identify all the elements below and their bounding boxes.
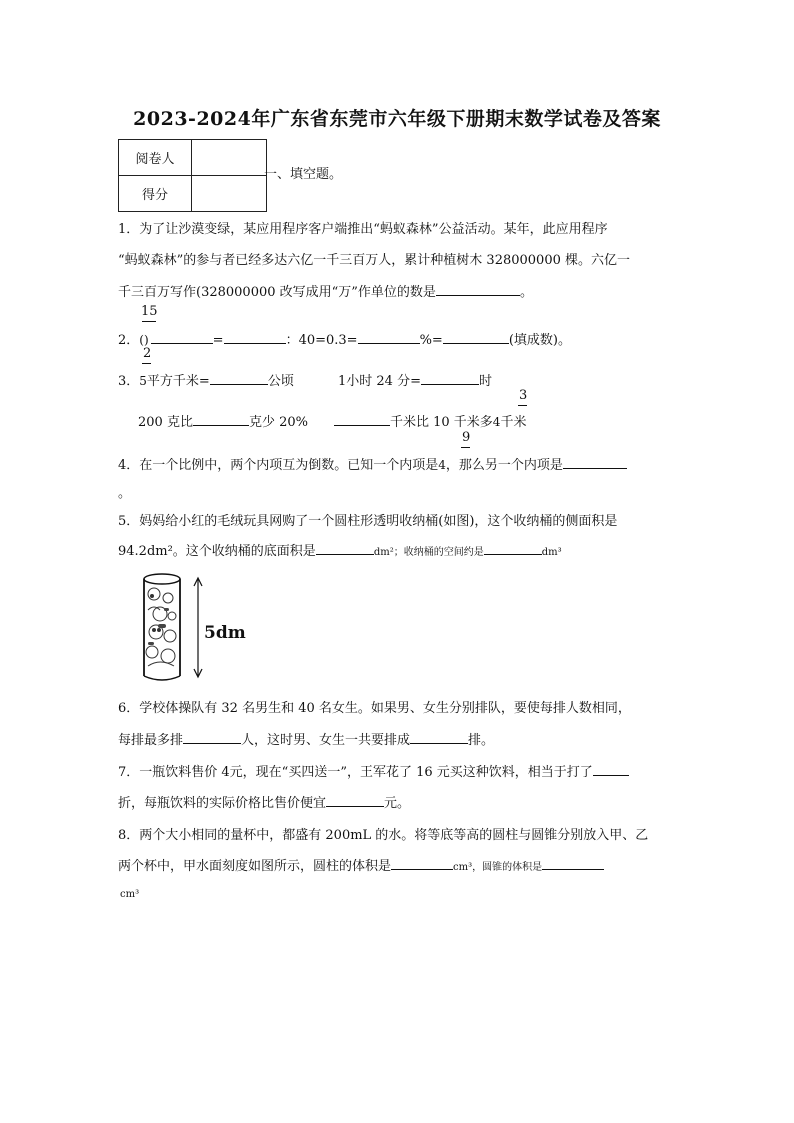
q5-line1: 5．妈妈给小红的毛绒玩具网购了一个圆柱形透明收纳桶(如图)，这个收纳桶的侧面积是 [118,514,618,529]
q4-blank[interactable] [563,456,627,469]
q2-frac-num: 15 [141,304,158,319]
q3-line2a: 200 克比 [138,415,193,430]
q3-frac2-den: 4 [492,415,501,429]
q8-line2a: 两个杯中，甲水面刻度如图所示，圆柱的体积是 [118,859,392,874]
q3-line2 [138,411,526,430]
score-label: 得分 [119,176,192,212]
reviewer-label: 阅卷人 [119,140,192,176]
q3-frac-bar [142,363,151,364]
q2-num-label: 2． [118,333,140,348]
q3-line1 [118,370,294,389]
cylinder-top [144,574,180,584]
q2-frac-bar [142,321,156,322]
q8-line1: 8．两个大小相同的量杯中，都盛有 200mL 的水。将等底等高的圆柱与圆锥分别放入甲、乙 [118,828,649,843]
q2-eq2: ：40=0.3= [285,333,358,348]
q4-frac-den: 4 [438,458,446,472]
q1-line3-text: 千三百万写作(328000000 改写成用“万”作单位的数是 [118,285,436,300]
q7-blank-2[interactable] [326,794,384,807]
cylinder-bottom [144,676,180,680]
q7-line1 [118,761,629,780]
q5-blank-2[interactable] [484,542,542,555]
q2-frac-den: () [139,333,149,347]
q6-line2a: 每排最多排 [118,733,184,748]
score-table [118,139,267,212]
q1-line1: 1．为了让沙漠变绿，某应用程序客户端推出“蚂蚁森林”公益活动。某年，此应用程序 [118,222,608,237]
q6-blank-2[interactable] [410,731,468,744]
q2-blank-3[interactable] [358,331,420,344]
q7-line2b: 元。 [384,796,411,811]
q5-line2b: dm²；收纳桶的空间约是 [373,547,484,558]
q3-blank-3[interactable] [193,413,249,426]
q3-line2d: 千米 [500,415,527,430]
q2-eq1: = [212,333,224,348]
q3-part3: 1小时 24 分= [338,374,421,389]
q6-blank-1[interactable] [183,731,241,744]
q5-line2 [118,540,562,559]
q3-blank-2[interactable] [421,372,479,385]
q3-part4: 时 [478,374,492,389]
q7-blank-1[interactable] [593,763,629,776]
q7-line2a: 折，每瓶饮料的实际价格比售价便宜 [118,796,327,811]
q3-frac-num: 2 [143,346,152,361]
q2-blank-4[interactable] [443,331,509,344]
q3-frac2-bar [518,405,527,406]
q3-frac2-num: 3 [519,388,528,403]
q3-line2b: 克少 20% [248,415,308,430]
q8-line2 [118,855,604,874]
cylinder-figure [138,572,248,684]
q5-line2c: dm³ [541,547,562,558]
q6-line2 [118,729,494,748]
q4-end: 。 [118,486,132,501]
q5-line2a: 94.2dm²。这个收纳桶的底面积是 [118,544,316,559]
q8-line2b: cm³，圆锥的体积是 [453,862,543,873]
q1-line3-end: 。 [519,285,533,300]
q8-blank-2[interactable] [542,857,604,870]
q3-num-label: 3． [118,374,140,389]
q4-text: 4．在一个比例中，两个内项互为倒数。已知一个内项是 [118,458,439,473]
q2-blank-1[interactable] [151,331,213,344]
q3-frac-den: 5 [139,374,147,388]
q2-blank-2[interactable] [224,331,286,344]
q5-blank-1[interactable] [316,542,374,555]
q7-line1-text: 7．一瓶饮料售价 4元，现在“买四送一”，王军花了 16 元买这种饮料，相当于打了 [118,765,593,780]
q8-blank-1[interactable] [391,857,453,870]
q2-pct: %= [419,333,443,348]
q2-tail: (填成数)。 [508,333,571,348]
q6-line1: 6．学校体操队有 32 名男生和 40 名女生。如果男、女生分别排队，要使每排人数相同， [118,701,631,716]
page-title: 2023-2024年广东省东莞市六年级下册期末数学试卷及答案 [133,108,661,130]
q8-unit: cm³ [120,889,140,900]
q6-line2c: 排。 [468,733,495,748]
q4-line [118,454,627,473]
q6-line2b: 人，这时男、女生一共要排成 [241,733,411,748]
q3-part1: 平方千米= [146,374,210,389]
q2-line [118,329,571,348]
q3-blank-4[interactable] [334,413,390,426]
q1-line3 [118,281,533,300]
q3-line1b [338,370,492,389]
q4-frac-num: 9 [462,430,471,445]
section-heading: 一、填空题。 [264,167,343,182]
height-label: 5dm [204,623,246,643]
q3-blank-1[interactable] [210,372,268,385]
score-cell[interactable] [192,176,267,212]
q3-line2c: 千米比 10 千米多 [389,415,493,430]
q1-answer-blank[interactable] [436,283,520,296]
q4-text2: ，那么另一个内项是 [445,458,563,473]
reviewer-cell[interactable] [192,140,267,176]
q4-frac-bar [461,447,470,448]
q3-part2: 公顷 [267,374,294,389]
q7-line2 [118,792,410,811]
q1-line2: “蚂蚁森林”的参与者已经多达六亿一千三百万人，累计种植树木 328000000 棵。六亿一 [118,253,630,268]
